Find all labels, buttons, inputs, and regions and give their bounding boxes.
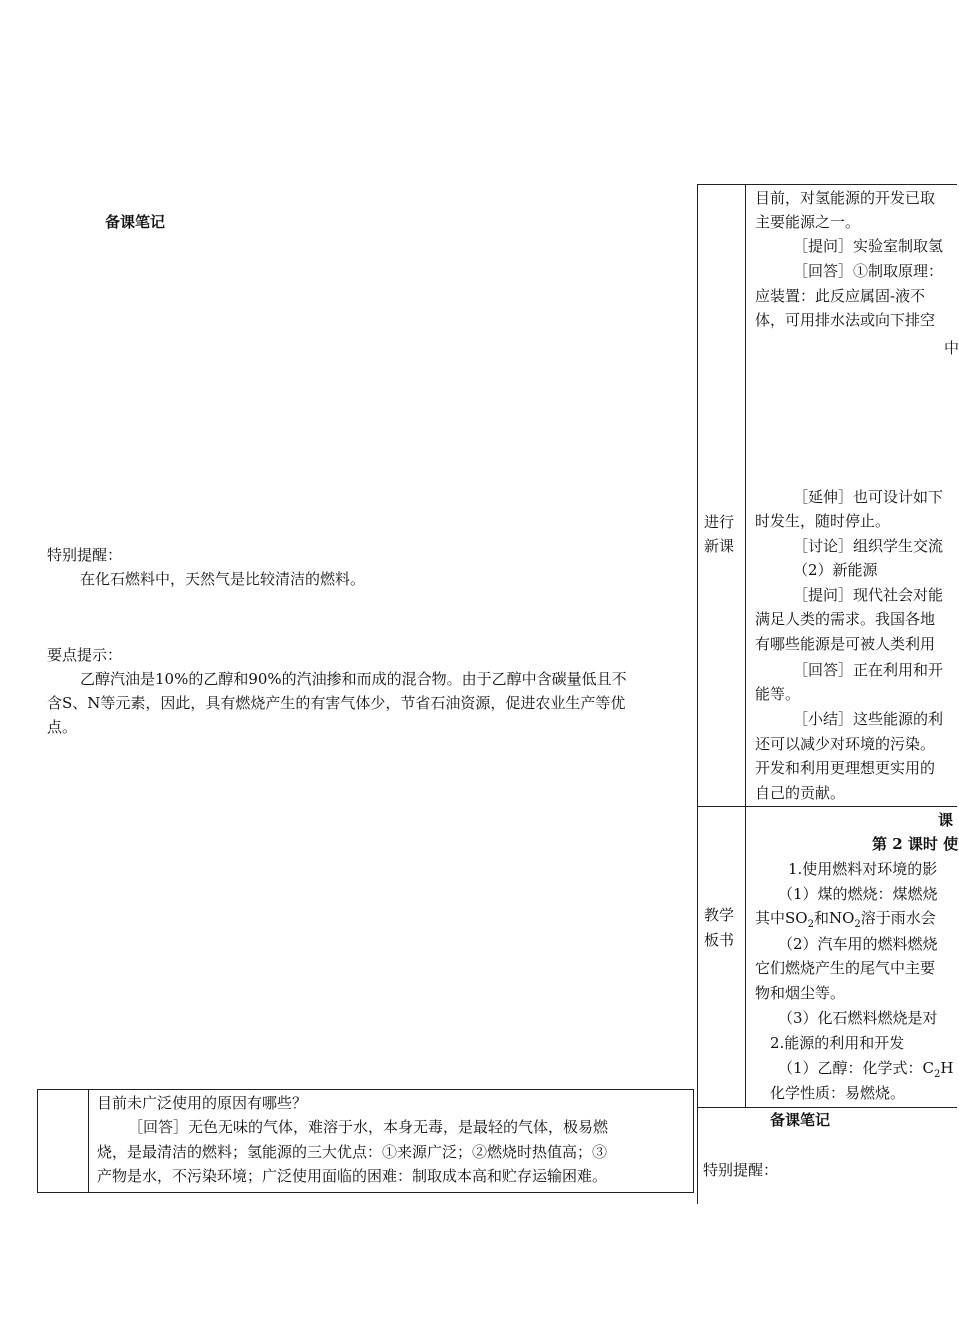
row2-label-2: 板书 bbox=[704, 931, 735, 949]
row2-line: 它们燃烧产生的尾气中主要 bbox=[755, 959, 936, 977]
ethanol-text: （1）乙醇：化学式：C bbox=[778, 1059, 935, 1077]
key-points-line-3: 点。 bbox=[47, 718, 78, 736]
row1-label-1: 进行 bbox=[704, 513, 735, 531]
row2-line: （2）汽车用的燃料燃烧 bbox=[778, 935, 938, 953]
key-points-line-1: 乙醇汽油是10%的乙醇和90%的汽油掺和而成的混合物。由于乙醇中含碳量低且不 bbox=[80, 670, 627, 688]
row2-line: （3）化石燃料燃烧是对 bbox=[778, 1009, 938, 1027]
bottom-table-line-3: 烧，是最清洁的燃料；氢能源的三大优点：①来源广泛；②燃烧时热值高；③ bbox=[97, 1143, 608, 1161]
row1-line: 有哪些能源是可被人类利用 bbox=[755, 635, 936, 653]
row1-line: ［延伸］也可设计如下 bbox=[793, 488, 944, 506]
key-points-label: 要点提示： bbox=[47, 646, 123, 664]
row1-line: 中 bbox=[944, 339, 959, 357]
row1-line: 还可以减少对环境的污染。 bbox=[755, 735, 936, 753]
table-top-border bbox=[697, 184, 957, 185]
bottom-table-line-2: ［回答］无色无味的气体，难溶于水，本身无毒，是最轻的气体，极易燃 bbox=[128, 1118, 609, 1136]
row1-line: ［提问］实验室制取氢 bbox=[793, 237, 944, 255]
row1-line: ［小结］这些能源的利 bbox=[793, 710, 944, 728]
row2-title-1: 课 bbox=[938, 811, 954, 829]
bottom-table-line-4: 产物是水，不污染环境；广泛使用面临的困难：制取成本高和贮存运输困难。 bbox=[97, 1167, 608, 1185]
h-text: H bbox=[940, 1059, 954, 1077]
row1-line: 主要能源之一。 bbox=[755, 213, 861, 231]
row1-line: 应装置：此反应属固-液不 bbox=[755, 287, 926, 305]
row2-line: 2.能源的利用和开发 bbox=[770, 1034, 905, 1052]
row1-line: 能等。 bbox=[755, 685, 801, 703]
table-left-border bbox=[697, 184, 698, 1204]
row1-line: 开发和利用更理想更实用的 bbox=[755, 759, 936, 777]
rain-text: 溶于雨水会 bbox=[860, 909, 936, 927]
row2-line: 1.使用燃料对环境的影 bbox=[788, 860, 938, 878]
row1-line: ［回答］正在利用和开 bbox=[793, 661, 944, 679]
notes-title: 备课笔记 bbox=[105, 213, 166, 231]
row2-label-1: 教学 bbox=[704, 906, 735, 924]
row1-line: 自己的贡献。 bbox=[755, 784, 846, 802]
row2-title-2: 第 2 课时 使 bbox=[872, 835, 959, 853]
special-reminder-label: 特别提醒： bbox=[47, 546, 123, 564]
row2-line: 物和烟尘等。 bbox=[755, 984, 846, 1002]
row1-line: ［讨论］组织学生交流 bbox=[793, 537, 944, 555]
row1-line: （2）新能源 bbox=[793, 561, 878, 579]
so2-text: 其中SO bbox=[755, 909, 808, 927]
no2-text: 和NO bbox=[813, 909, 855, 927]
subscript: 2 bbox=[934, 1069, 941, 1080]
subscript: 2 bbox=[854, 919, 861, 930]
subscript: 2 bbox=[807, 919, 814, 930]
row1-line: ［回答］①制取原理： bbox=[793, 262, 944, 280]
table-row-border bbox=[697, 806, 957, 807]
right-special-reminder-label: 特别提醒： bbox=[703, 1161, 779, 1179]
row1-line: 目前，对氢能源的开发已取 bbox=[755, 189, 936, 207]
row2-line: （1）煤的燃烧：煤燃烧 bbox=[778, 885, 938, 903]
row1-line: 满足人类的需求。我国各地 bbox=[755, 610, 936, 628]
bottom-table-line-1: 目前未广泛使用的原因有哪些？ bbox=[97, 1094, 308, 1112]
row1-line: ［提问］现代社会对能 bbox=[793, 586, 944, 604]
special-reminder-text: 在化石燃料中，天然气是比较清洁的燃料。 bbox=[80, 570, 366, 588]
row1-line: 时发生，随时停止。 bbox=[755, 512, 891, 530]
row1-line: 体，可用排水法或向下排空 bbox=[755, 311, 936, 329]
row1-label-2: 新课 bbox=[704, 537, 735, 555]
table-col-border bbox=[745, 184, 746, 1108]
key-points-line-2: 含S、N等元素，因此，具有燃烧产生的有害气体少，节省石油资源，促进农业生产等优 bbox=[47, 694, 626, 712]
right-notes-title: 备课笔记 bbox=[770, 1111, 831, 1129]
row2-line: 化学性质：易燃烧。 bbox=[770, 1084, 906, 1102]
